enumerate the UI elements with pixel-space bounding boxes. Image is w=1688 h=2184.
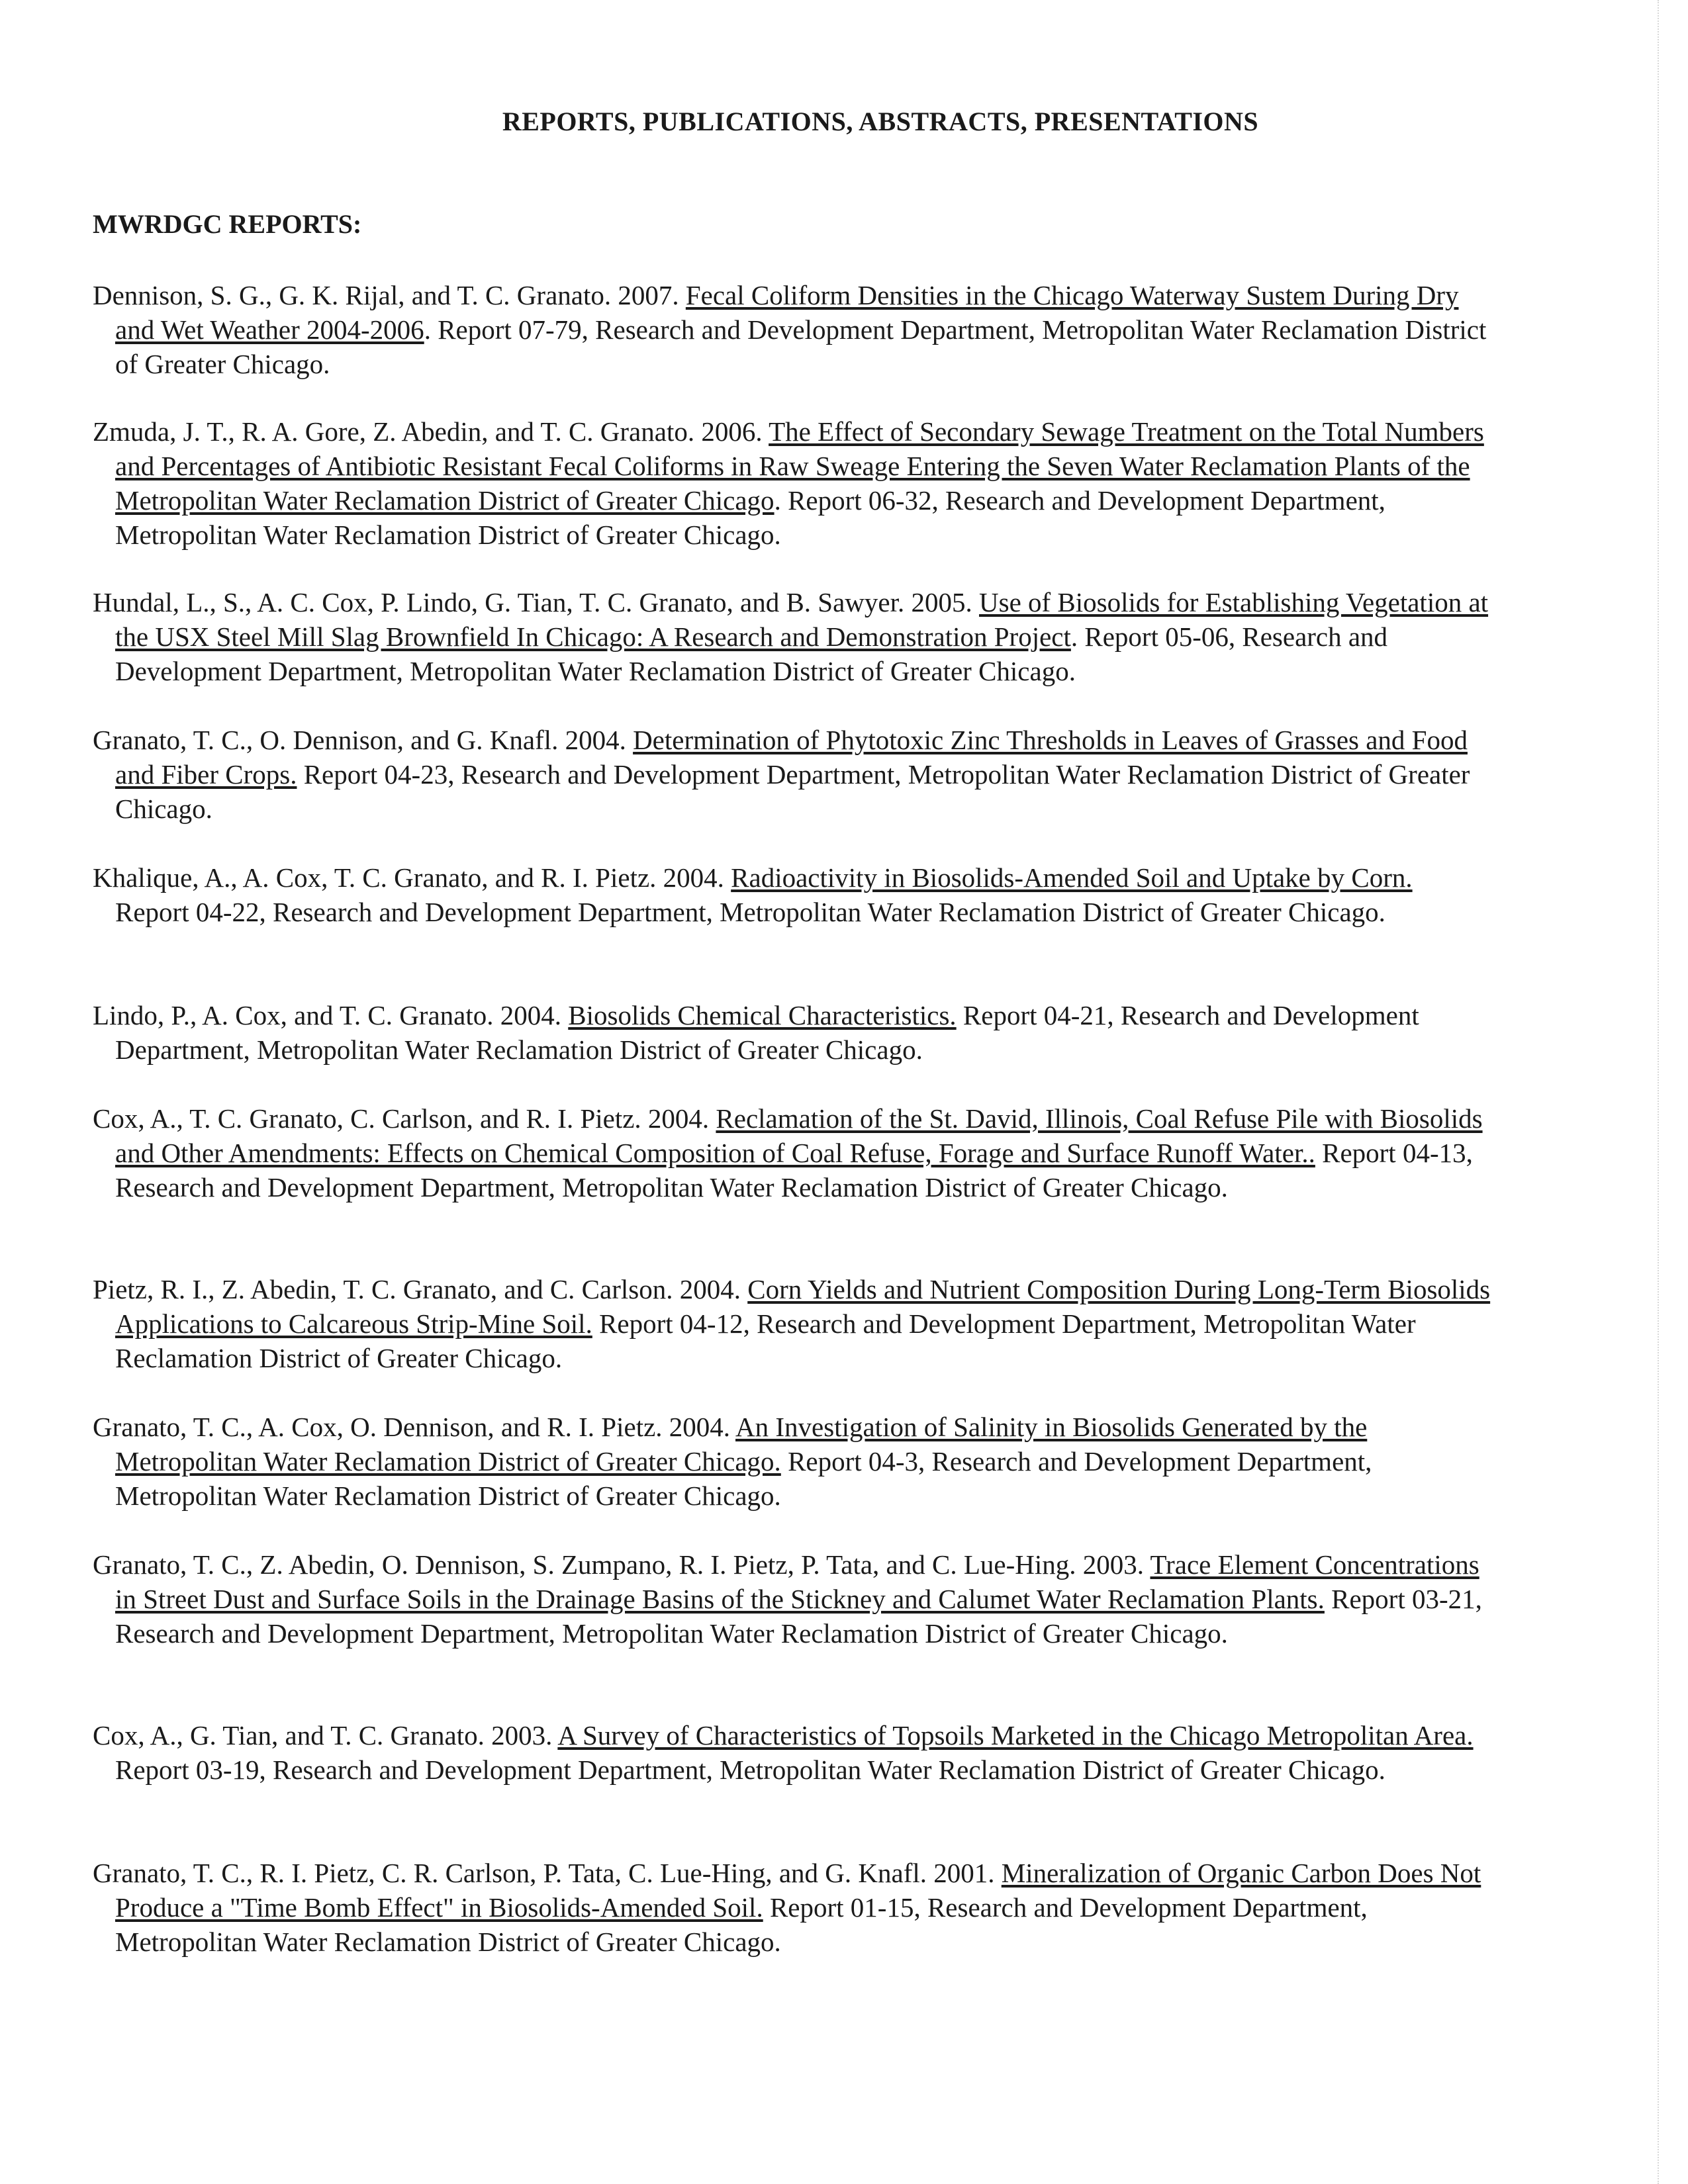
reference-title: Trace Element Concentrations in Street Dust and Surface Soils in the Drainage Basins of the Stickney and Calumet Water Reclamation Plants. [115,1549,1479,1614]
reference-authors: Granato, T. C., R. I. Pietz, C. R. Carlson, P. Tata, C. Lue-Hing, and G. Knafl. 2001. [93,1858,1002,1888]
reference-title: Corn Yields and Nutrient Composition During Long-Term Biosolids Applications to Calcareous Strip-Mine Soil. [115,1274,1491,1339]
reference-details: . Report 06-32, Research and Development Department, Metropolitan Water Reclamation District of Greater Chicago. [115,485,1385,550]
reference-entry [93,585,1492,688]
reference-title: The Effect of Secondary Sewage Treatment on the Total Numbers and Percentages of Antibiotic Resistant Fecal Coliforms in Raw Sweage Entering the Seven Water Reclamation Plants of the Metropolitan Water Reclamation District of Greater Chicago [115,416,1484,516]
reference-authors: Cox, A., T. C. Granato, C. Carlson, and R. I. Pietz. 2004. [93,1103,716,1134]
reference-details: Report 04-13, Research and Development Department, Metropolitan Water Reclamation District of Greater Chicago. [115,1138,1473,1203]
reference-title: Biosolids Chemical Characteristics. [568,1000,957,1030]
reference-details: . Report 05-06, Research and Development Department, Metropolitan Water Reclamation District of Greater Chicago. [115,621,1388,686]
reference-details: Report 01-15, Research and Development Department, Metropolitan Water Reclamation District of Greater Chicago. [115,1892,1368,1957]
reference-title: A Survey of Characteristics of Topsoils Marketed in the Chicago Metropolitan Area. [557,1720,1474,1751]
reference-authors: Granato, T. C., A. Cox, O. Dennison, and R. I. Pietz. 2004. [93,1412,736,1442]
reference-authors: Khalique, A., A. Cox, T. C. Granato, and R. I. Pietz. 2004. [93,862,731,893]
reference-title: Determination of Phytotoxic Zinc Thresholds in Leaves of Grasses and Food and Fiber Crops. [115,725,1468,790]
reference-title: Reclamation of the St. David, Illinois, Coal Refuse Pile with Biosolids and Other Amendments: Effects on Chemical Composition of Coal Refuse, Forage and Surface Runoff Water.. [115,1103,1483,1168]
reference-entry [93,1272,1492,1375]
reference-entry [93,998,1492,1067]
reference-authors: Cox, A., G. Tian, and T. C. Granato. 2003. [93,1720,558,1751]
reference-entry [93,414,1492,552]
reference-title: Radioactivity in Biosolids-Amended Soil and Uptake by Corn. [731,862,1413,893]
reference-details: Report 03-21, Research and Development Department, Metropolitan Water Reclamation District of Greater Chicago. [115,1584,1482,1649]
reference-title: An Investigation of Salinity in Biosolids Generated by the Metropolitan Water Reclamation District of Greater Chicago. [115,1412,1368,1477]
section-heading: MWRDGC REPORTS: [93,209,362,239]
reference-title: Fecal Coliform Densities in the Chicago Waterway Sustem During Dry and Wet Weather 2004-2006 [115,280,1459,345]
reference-details: Report 04-12, Research and Development Department, Metropolitan Water Reclamation District of Greater Chicago. [115,1308,1416,1373]
reference-details: Report 04-22, Research and Development Department, Metropolitan Water Reclamation District of Greater Chicago. [115,897,1385,927]
reference-entry [93,1718,1492,1787]
reference-authors: Hundal, L., S., A. C. Cox, P. Lindo, G. Tian, T. C. Granato, and B. Sawyer. 2005. [93,587,979,617]
reference-authors: Dennison, S. G., G. K. Rijal, and T. C. Granato. 2007. [93,280,686,310]
reference-entry [93,1410,1492,1513]
reference-entry [93,278,1492,381]
reference-details: Report 04-21, Research and Development Department, Metropolitan Water Reclamation District of Greater Chicago. [115,1000,1419,1065]
reference-entry [93,723,1492,826]
reference-title: Mineralization of Organic Carbon Does Not Produce a "Time Bomb Effect" in Biosolids-Amended Soil. [115,1858,1481,1923]
reference-authors: Granato, T. C., Z. Abedin, O. Dennison, S. Zumpano, R. I. Pietz, P. Tata, and C. Lue-Hing. 2003. [93,1549,1150,1580]
reference-title: Use of Biosolids for Establishing Vegetation at the USX Steel Mill Slag Brownfield In Chicago: A Research and Demonstration Project [115,587,1489,652]
reference-entry [93,860,1492,929]
reference-authors: Pietz, R. I., Z. Abedin, T. C. Granato, and C. Carlson. 2004. [93,1274,748,1304]
reference-details: Report 04-3, Research and Development Department, Metropolitan Water Reclamation District of Greater Chicago. [115,1446,1372,1511]
reference-entry [93,1101,1492,1205]
reference-entry [93,1856,1492,1959]
reference-authors: Zmuda, J. T., R. A. Gore, Z. Abedin, and T. C. Granato. 2006. [93,416,769,447]
reference-details: Report 03-19, Research and Development Department, Metropolitan Water Reclamation District of Greater Chicago. [115,1754,1385,1785]
page-title: REPORTS, PUBLICATIONS, ABSTRACTS, PRESENTATIONS [502,107,1259,136]
reference-details: . Report 07-79, Research and Development Department, Metropolitan Water Reclamation District of Greater Chicago. [115,314,1487,379]
scan-edge-line [1658,0,1659,2184]
reference-authors: Granato, T. C., O. Dennison, and G. Knafl. 2004. [93,725,633,755]
reference-authors: Lindo, P., A. Cox, and T. C. Granato. 2004. [93,1000,569,1030]
reference-details: Report 04-23, Research and Development Department, Metropolitan Water Reclamation District of Greater Chicago. [115,759,1470,824]
reference-entry [93,1547,1492,1651]
